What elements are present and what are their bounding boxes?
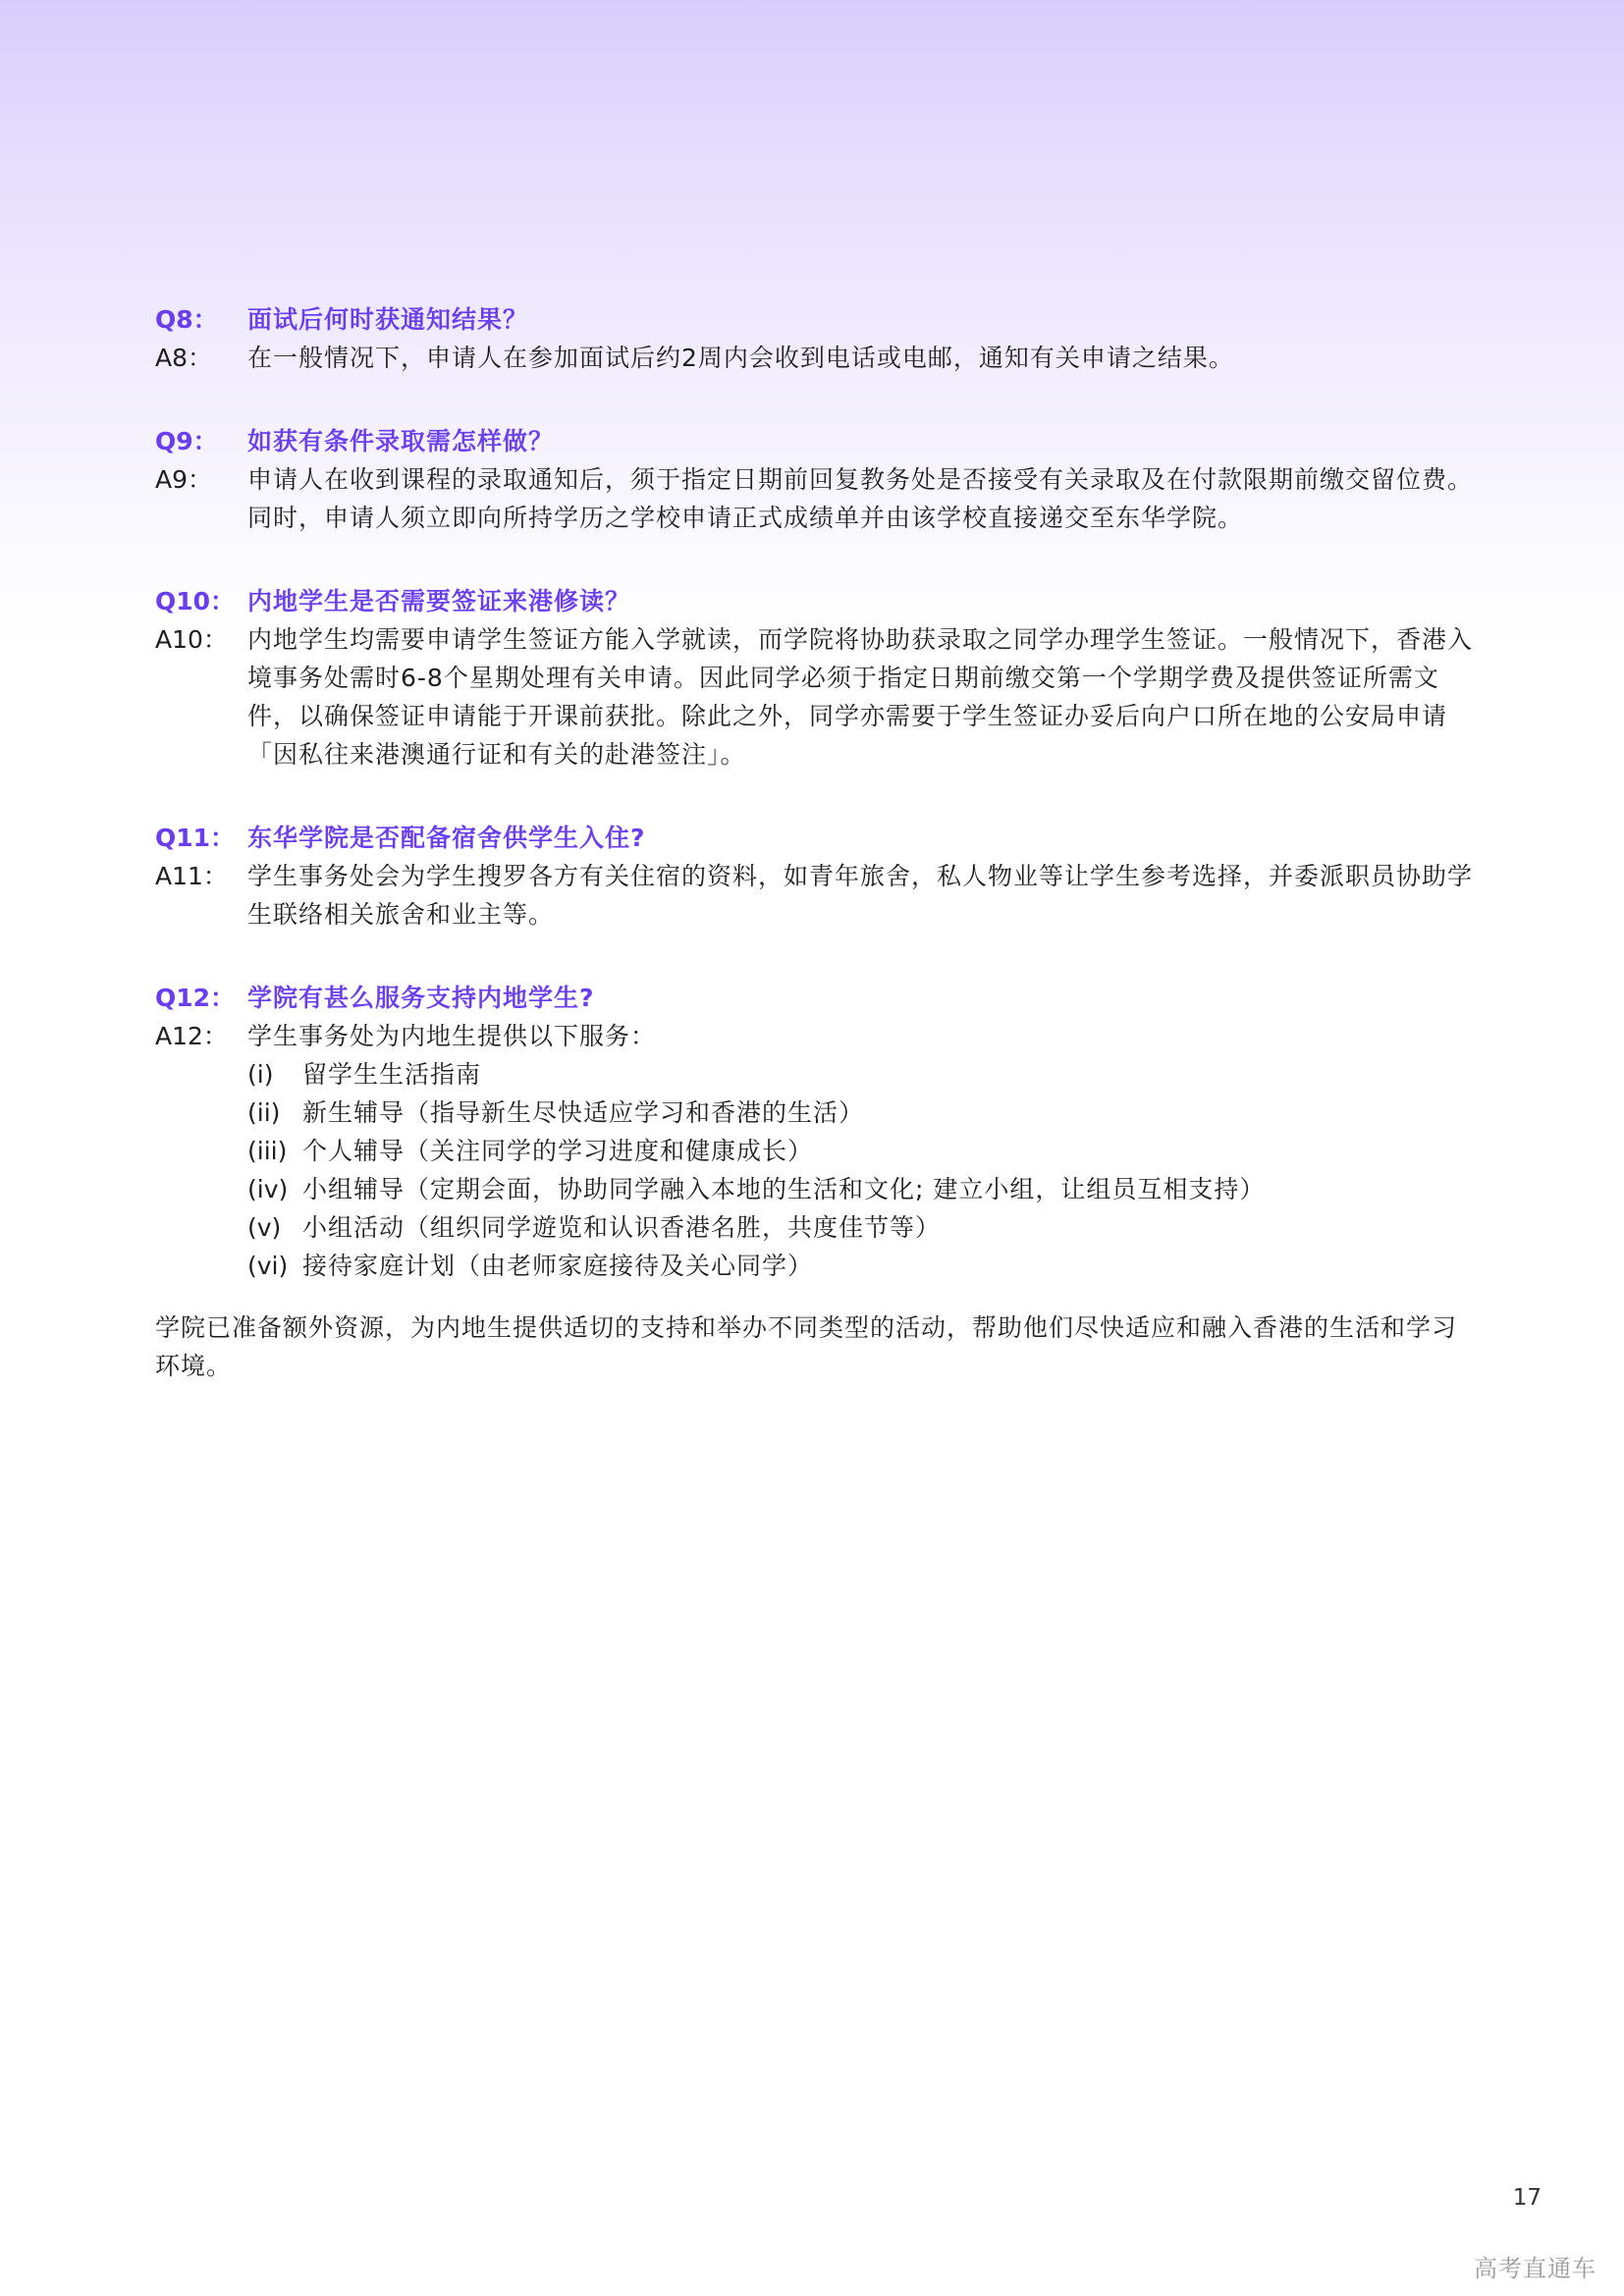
faq-item-q10	[155, 582, 1473, 774]
service-text: 小组活动（组织同学遊览和认识香港名胜，共度佳节等）	[302, 1213, 942, 1242]
question-text: 如获有条件录取需怎样做？	[247, 427, 555, 455]
service-item	[247, 1132, 1473, 1170]
service-number: (iii)	[247, 1137, 288, 1165]
answer-intro: 学生事务处为内地生提供以下服务：	[247, 1022, 657, 1050]
service-item	[247, 1170, 1473, 1208]
question-text: 学院有甚么服务支持内地学生?	[247, 984, 595, 1012]
answer-row	[155, 460, 1473, 537]
question-label: Q10：	[155, 587, 236, 615]
service-number: (iv)	[247, 1175, 289, 1203]
faq-item-q12	[155, 979, 1473, 1285]
service-number: (v)	[247, 1213, 282, 1242]
service-item	[247, 1055, 1473, 1094]
answer-row	[155, 620, 1473, 774]
faq-item-q8	[155, 300, 1473, 377]
faq-item-q9	[155, 422, 1473, 537]
question-label: Q9：	[155, 427, 218, 455]
service-number: (ii)	[247, 1098, 281, 1127]
service-number: (i)	[247, 1060, 274, 1089]
closing-paragraph: 学院已准备额外资源，为内地生提供适切的支持和举办不同类型的活动，帮助他们尽快适应和融入香港的生活和学习环境。	[155, 1313, 1458, 1380]
answer-row	[155, 1017, 1473, 1285]
question-text: 东华学院是否配备宿舍供学生入住?	[247, 824, 646, 852]
answer-row	[155, 339, 1473, 377]
service-text: 新生辅导（指导新生尽快适应学习和香港的生活）	[302, 1098, 865, 1127]
services-list	[247, 1055, 1473, 1285]
question-label: Q8：	[155, 305, 218, 334]
page-number: 17	[1512, 2185, 1542, 2211]
service-text: 接待家庭计划（由老师家庭接待及关心同学）	[302, 1252, 814, 1280]
answer-text: 在一般情况下，申请人在参加面试后约2周内会收到电话或电邮，通知有关申请之结果。	[247, 344, 1234, 372]
question-row	[155, 422, 1473, 460]
question-row	[155, 979, 1473, 1017]
question-label: Q11：	[155, 824, 236, 852]
question-row	[155, 582, 1473, 620]
service-item	[247, 1208, 1473, 1247]
service-text: 留学生生活指南	[302, 1060, 482, 1089]
question-row	[155, 819, 1473, 857]
faq-item-q11	[155, 819, 1473, 934]
answer-label: A12：	[155, 1022, 228, 1050]
question-row	[155, 300, 1473, 339]
answer-body	[247, 1017, 1473, 1285]
answer-row	[155, 857, 1473, 934]
service-number: (vi)	[247, 1252, 289, 1280]
answer-label: A11：	[155, 862, 228, 890]
service-text: 小组辅导（定期会面，协助同学融入本地的生活和文化; 建立小组，让组员互相支持）	[302, 1175, 1266, 1203]
answer-text: 申请人在收到课程的录取通知后，须于指定日期前回复教务处是否接受有关录取及在付款限期前缴交留位费。同时，申请人须立即向所持学历之学校申请正式成绩单并由该学校直接递交至东华学院。	[247, 465, 1474, 532]
service-item	[247, 1094, 1473, 1132]
answer-text: 内地学生均需要申请学生签证方能入学就读，而学院将协助获录取之同学办理学生签证。一般情况下，香港入境事务处需时6-8个星期处理有关申请。因此同学必须于指定日期前缴交第一个学期学费及提供签证所需文件，以确保签证申请能于开课前获批。除此之外，同学亦需要于学生签证办妥后向户口所在地的公安局申请「因私往来港澳通行证和有关的赴港签注」。	[247, 625, 1474, 769]
question-label: Q12：	[155, 984, 236, 1012]
service-item	[247, 1247, 1473, 1285]
question-text: 内地学生是否需要签证来港修读？	[247, 587, 631, 615]
watermark-text: 高考直通车	[1474, 2255, 1597, 2282]
faq-content	[155, 300, 1473, 1410]
service-text: 个人辅导（关注同学的学习进度和健康成长）	[302, 1137, 814, 1165]
answer-text: 学生事务处会为学生搜罗各方有关住宿的资料，如青年旅舍，私人物业等让学生参考选择，并委派职员协助学生联络相关旅舍和业主等。	[247, 862, 1474, 929]
answer-label: A10：	[155, 625, 228, 654]
answer-label: A9：	[155, 465, 213, 494]
answer-label: A8：	[155, 344, 213, 372]
question-text: 面试后何时获通知结果？	[247, 305, 529, 334]
